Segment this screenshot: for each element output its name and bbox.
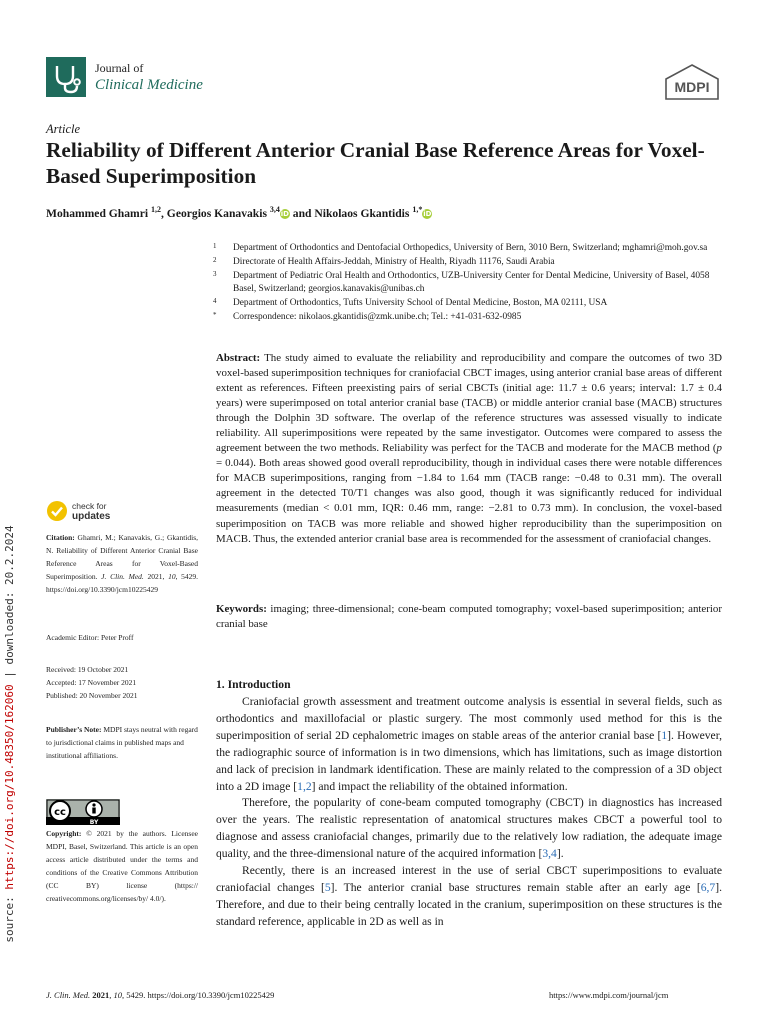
abstract-label: Abstract:: [216, 352, 261, 364]
svg-text:cc: cc: [54, 807, 66, 818]
citation-link[interactable]: 1: [661, 728, 668, 742]
citation-link[interactable]: 5: [324, 880, 331, 894]
publication-dates: [46, 663, 198, 702]
check-updates-icon: [46, 500, 68, 522]
affiliation-marker: 4: [213, 297, 217, 305]
affiliation-item: [213, 311, 733, 324]
keywords-text: imaging; three-dimensional; cone-beam computed tomography; voxel-based superimposition; anterior cranial base: [216, 603, 722, 631]
paragraph-text: ]. The anterior cranial base structures remain stable after an early age [: [330, 880, 701, 894]
citation-doi[interactable]: , 5429. https://doi.org/10.3390/jcm10225429: [46, 572, 199, 595]
stamp-tail: | downloaded: 20.2.2024: [3, 525, 16, 685]
introduction-body: [216, 694, 722, 931]
author-affiliation-marker: 1,*: [412, 205, 423, 214]
stamp-label: source:: [3, 889, 16, 943]
abstract-text: The study aimed to evaluate the reliability and reproducibility and compare the outcomes of two 3D voxel-based superimposition techniques for craniofacial CBCT images, using anterior cranial base areas of different extent as references. Fifteen preexisting pairs of serial CBCTs (initial age: 11.7 ± 0.6 years; interval: 1.7 ± 0.4 years) were superimposed on total anterior cranial base (TACB) or middle anterior cranial base (MACB) structures through the Dolphin 3D software. The overlap of the reference structures was assessed visually to indicate reliability. All superimpositions were repeated by the same investigator. Outcomes were compared to assess the agreement between the two methods. Reliability was perfect for the TACB and moderate for the MACB method (: [216, 352, 722, 455]
citation-text: Ghamri, M.; Kanavakis, G.; Gkantidis, N. Reliability of Different Anterior Cranial Base Reference Areas for Voxel-Based Superimposition.: [46, 533, 198, 582]
citation-link[interactable]: 3,4: [542, 847, 557, 861]
citation-link[interactable]: 1,2: [297, 779, 312, 793]
journal-logo-icon: [46, 57, 86, 97]
citation-year: 2021,: [143, 572, 169, 582]
orcid-icon[interactable]: iD: [423, 209, 432, 218]
footer-doi[interactable]: , 5429. https://doi.org/10.3390/jcm10225429: [122, 990, 275, 1000]
check-updates-line1: check for: [72, 501, 107, 511]
affiliation-item: [213, 242, 733, 255]
citation-volume: 10: [168, 572, 176, 582]
paragraph-text: Recently, there is an increased interest in the use of serial CBCT superimpositions to evaluate craniofacial changes [: [216, 864, 722, 894]
download-stamp: [3, 434, 17, 1034]
copyright-notice: [46, 827, 198, 906]
article-type: Article: [46, 122, 81, 136]
copyright-text: © 2021 by the authors. Licensee MDPI, Basel, Switzerland. This article is an open access article distributed under the terms and conditions of the Creative Commons Attribution (CC BY) license (https:// creativecommons.org/licenses/by/ 4.0/).: [46, 829, 198, 904]
footer-citation: [46, 990, 274, 1000]
received-date: Received: 19 October 2021: [46, 665, 129, 674]
paragraph-text: ].: [556, 847, 564, 861]
publisher-note: [46, 723, 198, 762]
journal-name-main: Clinical Medicine: [95, 77, 203, 93]
paragraph: [216, 795, 722, 863]
orcid-icon[interactable]: iD: [280, 209, 289, 218]
affiliation-marker: *: [213, 311, 217, 319]
author-name[interactable]: Mohammed Ghamri: [46, 206, 149, 220]
affiliation-text: Department of Orthodontics and Dentofacial Orthopedics, University of Bern, 3010 Bern, Switzerland; mghamri@moh.gov.sa: [233, 243, 708, 253]
mdpi-logo-text: MDPI: [674, 79, 710, 95]
paragraph-text: Therefore, the popularity of cone-beam computed tomography (CBCT) in diagnostics has increased over the years. The realistic representation of anatomical structures makes CBCT a powerful tool to diagnose and assess craniofacial changes, primarily due to the relatively low radiation, the adequate image quality, and the three-dimensional nature of the acquired information [: [216, 796, 722, 861]
affiliation-text: Department of Orthodontics, Tufts University School of Dental Medicine, Boston, MA 02111, USA: [233, 298, 608, 308]
citation-journal: J. Clin. Med.: [101, 572, 144, 582]
paragraph: [216, 863, 722, 931]
journal-name: [95, 60, 203, 94]
publisher-note-text: MDPI stays neutral with regard to jurisdictional claims in published maps and institutional affiliations.: [46, 725, 198, 761]
author-affiliation-marker: 1,2: [151, 205, 161, 214]
affiliation-item: [213, 270, 733, 296]
author-separator: ,: [161, 206, 167, 220]
paragraph-text: ]. However, the radiographic source of information is in two dimensions, which has limitations, such as image distortion and lack of precision in landmark identification. These are mainly related to the compression of a 3D object into a 2D image [: [216, 728, 722, 793]
check-updates-line2: updates: [72, 511, 111, 522]
author-name[interactable]: Nikolaos Gkantidis: [314, 206, 410, 220]
cc-by-license-icon[interactable]: [46, 799, 120, 825]
author-name[interactable]: Georgios Kanavakis: [166, 206, 267, 220]
section-heading-introduction: 1. Introduction: [216, 678, 291, 691]
affiliation-marker: 2: [213, 256, 217, 264]
footer-journal: J. Clin. Med.: [46, 990, 91, 1000]
footer-volume: 10: [113, 990, 123, 1000]
abstract: [216, 351, 722, 547]
accepted-date: Accepted: 17 November 2021: [46, 678, 137, 688]
affiliation-list: [213, 242, 733, 325]
publisher-note-label: Publisher’s Note:: [46, 725, 102, 734]
academic-editor: Academic Editor: Peter Proff: [46, 633, 134, 642]
footer-journal-url[interactable]: https://www.mdpi.com/journal/jcm: [549, 990, 669, 1000]
check-for-updates-button[interactable]: [46, 500, 156, 526]
keywords: [216, 602, 722, 632]
citation-label: Citation:: [46, 533, 75, 542]
affiliation-marker: 3: [213, 270, 217, 278]
abstract-text: = 0.044). Both areas showed good overall reproducibility, though in individual cases there were notable differences for MACB superimpositions, ranging from −1.84 to 1.64 mm (TACB range: −0.48 to 0.31 mm). The overall agreement in the detected T0/T1 changes was also good, though it was significantly reduced for individual measurements (median < 0.01 mm, IQR: 0.46 mm, range: −2.81 to 0.73 mm). In conclusion, the voxel-based superimposition on TACB was more reliable and showed higher reproducibility than the superimposition on MACB. Thus, the extended anterior cranial base area is recommended for the assessment of craniofacial changes.: [216, 457, 722, 545]
paragraph: [216, 694, 722, 795]
published-date: Published: 20 November 2021: [46, 691, 138, 701]
p-value-symbol: p: [716, 442, 722, 455]
affiliation-item: [213, 297, 733, 310]
footer-year: 2021: [90, 990, 110, 1000]
article-title: Reliability of Different Anterior Cranial Base Reference Areas for Voxel-Based Superimposition: [46, 138, 705, 188]
stamp-link[interactable]: https://doi.org/10.48350/162060: [3, 684, 16, 890]
author-affiliation-marker: 3,4: [269, 205, 280, 214]
affiliation-text: Correspondence: nikolaos.gkantidis@zmk.unibe.ch; Tel.: +41-031-632-0985: [233, 312, 522, 322]
paragraph-text: ]. Therefore, and due to their being centrally located in the cranium, superimposition on these structures is the standard reference, applicable in 2D as well as in: [216, 880, 722, 928]
cc-badge-label: BY: [89, 819, 99, 825]
mdpi-logo-icon: [664, 64, 720, 100]
affiliation-marker: 1: [213, 242, 217, 250]
author-separator: and: [289, 206, 315, 220]
author-list: [46, 205, 432, 220]
journal-name-prefix: Journal of: [95, 61, 144, 75]
copyright-label: Copyright:: [46, 829, 82, 838]
affiliation-text: Directorate of Health Affairs-Jeddah, Ministry of Health, Riyadh 11176, Saudi Arabia: [233, 257, 555, 267]
citation-block: [46, 531, 198, 596]
citation-link[interactable]: 6,7: [700, 880, 716, 894]
affiliation-item: [213, 256, 733, 269]
keywords-label: Keywords:: [216, 603, 267, 615]
paragraph-text: Craniofacial growth assessment and treatment outcome analysis is essential in several fields, such as orthodontics and maxillofacial or plastic surgery. The most commonly used method for this is the superimposition of serial 2D cephalometric images on stable areas of the anterior cranial base [: [216, 695, 722, 742]
affiliation-text: Department of Pediatric Oral Health and Orthodontics, UZB-University Center for Dental Medicine, University of Basel, 4058 Basel, Switzerland; georgios.kanavakis@unibas.ch: [233, 271, 710, 294]
paragraph-text: ] and impact the reliability of the obtained information.: [311, 779, 568, 793]
footer-sep: ,: [109, 990, 114, 1000]
